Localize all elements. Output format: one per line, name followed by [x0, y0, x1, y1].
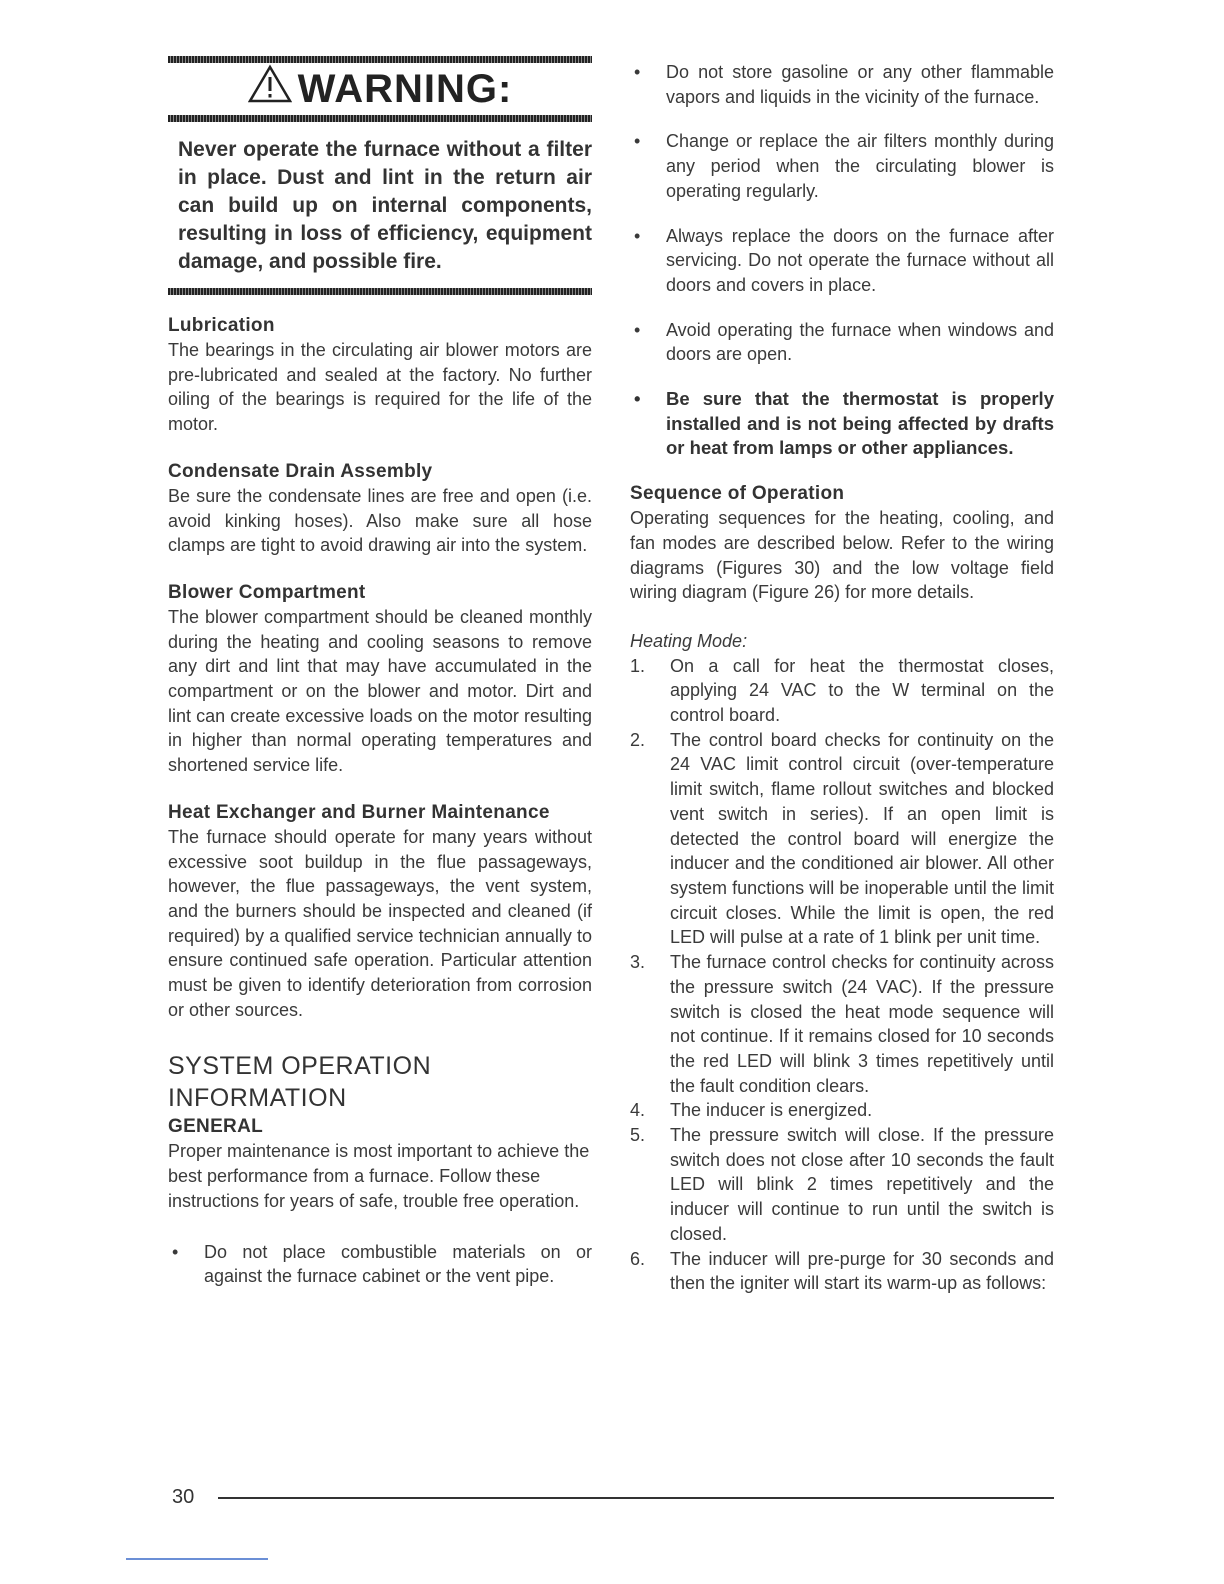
bullet-icon: •	[172, 1241, 179, 1262]
warning-body: Never operate the furnace without a filter in place. Dust and lint in the return air can build up on internal components, resulting in loss of efficiency, equipment damage, and possible fire.	[178, 138, 592, 273]
heat-exchanger-text: The furnace should operate for many years without excessive soot buildup in the flue passageways, however, the flue passageways, the vent system, and the burners should be inspected and cleaned (if required) by a qualified service technician annually to ensure continued safe operation. Particular attention must be given to identify deterioration from corrosion or other sources.	[168, 826, 592, 1020]
list-item	[630, 950, 1054, 1098]
condensate-section	[168, 459, 592, 558]
lubrication-heading: Lubrication	[168, 315, 275, 336]
step-number: 4.	[630, 1100, 646, 1121]
right-column	[630, 60, 1054, 1296]
bullet-text: Do not store gasoline or any other flammable vapors and liquids in the vicinity of the furnace.	[666, 62, 1054, 107]
list-item	[630, 1247, 1054, 1296]
list-item	[168, 1240, 592, 1289]
warning-mid-rule	[168, 115, 592, 122]
bullet-text: Change or replace the air filters monthly during any period when the circulating blower is operating regularly.	[666, 131, 1054, 201]
step-text: On a call for heat the thermostat closes, applying 24 VAC to the W terminal on the control board.	[670, 655, 1054, 726]
heating-steps	[630, 654, 1054, 1296]
step-text: The control board checks for continuity on the 24 VAC limit control circuit (over-temperature limit switch, flame rollout switches and blocked vent switch in series). If an open limit is detected the control board will energize the inducer and the conditioned air blower. All other system functions will be inoperable until the limit circuit closes. While the limit is open, the red LED will pulse at a rate of 1 blink per unit time.	[670, 729, 1054, 948]
left-column	[168, 56, 592, 1309]
blower-heading: Blower Compartment	[168, 581, 366, 603]
list-item	[630, 224, 1054, 298]
warning-title: WARNING:	[297, 66, 513, 111]
bullet-icon: •	[634, 225, 641, 246]
warning-bottom-rule	[168, 288, 592, 295]
lubrication-text: The bearings in the circulating air blower motors are pre-lubricated and sealed at the factory. No further oiling of the bearings is required for the life of the motor.	[168, 340, 592, 435]
heating-mode-label: Heating Mode:	[630, 630, 748, 651]
footer-rule	[218, 1497, 1054, 1499]
general-section	[168, 1114, 592, 1213]
general-text: Proper maintenance is most important to achieve the best performance from a furnace. Follow these instructions for years of safe, trouble free operation.	[168, 1141, 590, 1211]
step-text: The inducer is energized.	[670, 1100, 873, 1121]
heat-exchanger-section	[168, 800, 592, 1023]
bottom-link-underline	[126, 1558, 268, 1560]
sequence-heading: Sequence of Operation	[630, 483, 845, 505]
step-number: 6.	[630, 1248, 646, 1269]
sequence-section	[630, 481, 1054, 605]
warning-heading	[168, 63, 592, 115]
blower-text: The blower compartment should be cleaned monthly during the heating and cooling seasons to remove any dirt and lint that may have accumulated in the compartment or on the blower and motor. Dirt and lint can create excessive loads on the motor resulting in higher than normal operating temperatures and shortened service life.	[168, 606, 592, 776]
lubrication-section	[168, 313, 592, 437]
heat-exchanger-heading: Heat Exchanger and Burner Maintenance	[168, 801, 550, 823]
left-bullet-list	[168, 1240, 592, 1289]
system-operation-title-line1: SYSTEM OPERATION	[168, 1052, 432, 1081]
list-item	[630, 318, 1054, 367]
list-item	[630, 1098, 1054, 1123]
warning-top-rule	[168, 56, 592, 63]
blower-section	[168, 580, 592, 778]
step-number: 5.	[630, 1125, 646, 1146]
list-item	[630, 60, 1054, 109]
list-item	[630, 728, 1054, 950]
condensate-text: Be sure the condensate lines are free and open (i.e. avoid kinking hoses). Also make sure all hose clamps are tight to avoid drawing air into the system.	[168, 485, 592, 556]
warning-triangle-icon	[248, 64, 292, 114]
sequence-text: Operating sequences for the heating, cooling, and fan modes are described below. Refer to the wiring diagrams (Figures 30) and the low voltage field wiring diagram (Figure 26) for more details.	[630, 508, 1054, 603]
step-text: The furnace control checks for continuity across the pressure switch (24 VAC). If the pressure switch is closed the heat mode sequence will not continue. If it remains closed for 10 seconds the red LED will blink 3 times repetitively until the fault condition clears.	[670, 952, 1054, 1096]
step-text: The inducer will pre-purge for 30 seconds and then the igniter will start its warm-up as follows:	[670, 1248, 1054, 1294]
step-text: The pressure switch will close. If the pressure switch does not close after 10 seconds the fault LED will blink 2 times repetitively and the inducer will continue to run until the switch is closed.	[670, 1125, 1054, 1244]
bullet-icon: •	[634, 319, 641, 340]
bullet-text: Do not place combustible materials on or against the furnace cabinet or the vent pipe.	[204, 1241, 592, 1287]
right-bullet-list	[630, 60, 1054, 461]
list-item	[630, 1123, 1054, 1247]
step-number: 3.	[630, 952, 646, 973]
general-heading: GENERAL	[168, 1116, 263, 1138]
list-item	[630, 387, 1054, 461]
system-operation-title	[168, 1050, 592, 1114]
bullet-icon: •	[634, 62, 641, 82]
bullet-text: Be sure that the thermostat is properly installed and is not being affected by drafts or heat from lamps or other appliances.	[666, 388, 1054, 459]
step-number: 2.	[630, 729, 646, 750]
bullet-text: Avoid operating the furnace when windows and doors are open.	[666, 319, 1054, 365]
bullet-icon: •	[634, 131, 641, 152]
step-number: 1.	[630, 655, 646, 676]
list-item	[630, 654, 1054, 728]
condensate-heading: Condensate Drain Assembly	[168, 460, 433, 482]
page-number: 30	[172, 1486, 195, 1508]
bullet-text: Always replace the doors on the furnace after servicing. Do not operate the furnace without all doors and covers in place.	[666, 225, 1054, 295]
bullet-icon: •	[634, 388, 641, 410]
system-operation-title-line2: INFORMATION	[168, 1084, 347, 1113]
list-item	[630, 129, 1054, 203]
